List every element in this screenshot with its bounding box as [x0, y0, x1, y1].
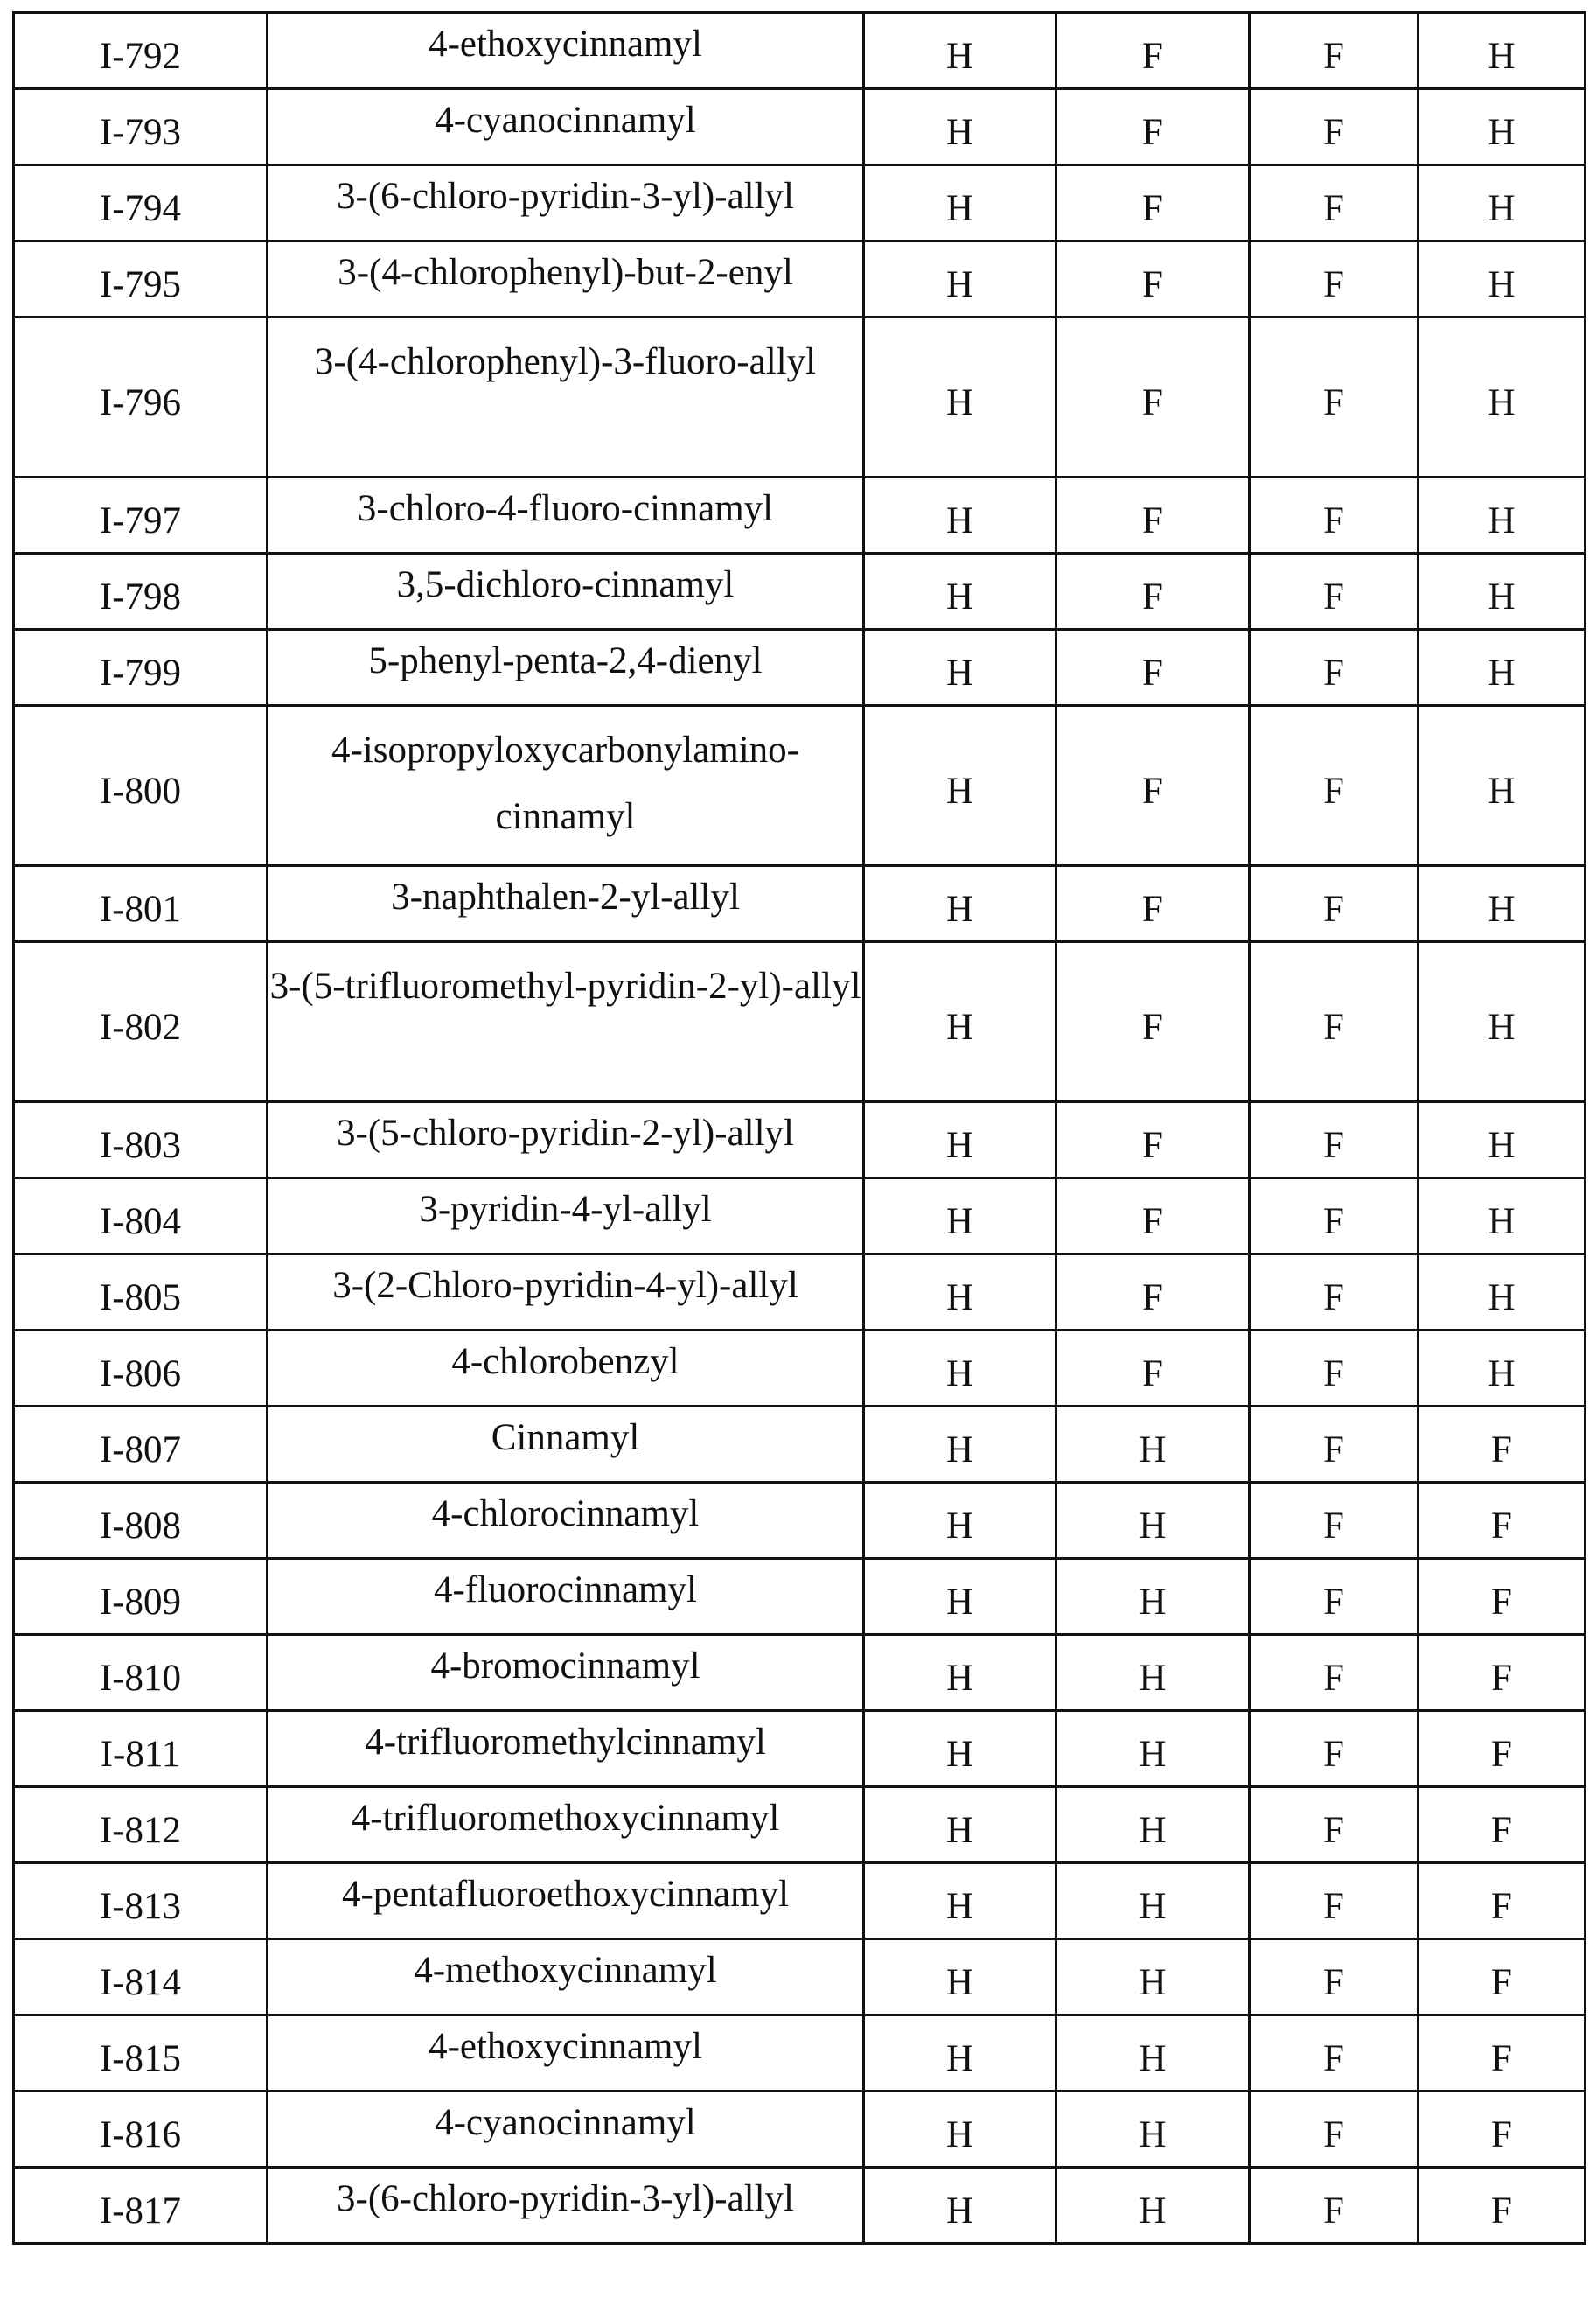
compound-id: I-797 [14, 478, 268, 554]
compound-id: I-807 [14, 1407, 268, 1483]
r1-value: H [864, 1635, 1056, 1711]
r3-value: F [1250, 89, 1418, 165]
substituent-name: 3-(2-Chloro-pyridin-4-yl)-allyl [268, 1254, 864, 1331]
substituent-name: 4-isopropyloxycarbonylamino-cinnamyl [268, 706, 864, 866]
r2-value: H [1056, 1635, 1250, 1711]
r2-value: H [1056, 1559, 1250, 1635]
r2-value: H [1056, 1863, 1250, 1939]
compound-id: I-803 [14, 1102, 268, 1178]
r3-value: F [1250, 1254, 1418, 1331]
r2-value: F [1056, 165, 1250, 241]
r2-value: H [1056, 2168, 1250, 2244]
r2-value: F [1056, 241, 1250, 318]
compound-id: I-805 [14, 1254, 268, 1331]
compound-id: I-817 [14, 2168, 268, 2244]
r4-value: F [1418, 2092, 1586, 2168]
r1-value: H [864, 1559, 1056, 1635]
r3-value: F [1250, 1331, 1418, 1407]
r4-value: H [1418, 866, 1586, 942]
r1-value: H [864, 165, 1056, 241]
table-row [14, 2168, 1586, 2244]
r3-value: F [1250, 1178, 1418, 1254]
r2-value: H [1056, 1787, 1250, 1863]
compound-table [12, 11, 1586, 2245]
r3-value: F [1250, 2168, 1418, 2244]
r4-value: F [1418, 1787, 1586, 1863]
table-row [14, 1254, 1586, 1331]
substituent-name: 3-(4-chlorophenyl)-3-fluoro-allyl [268, 318, 864, 478]
table-row [14, 630, 1586, 706]
r1-value: H [864, 1939, 1056, 2015]
compound-id: I-813 [14, 1863, 268, 1939]
r2-value: F [1056, 89, 1250, 165]
table-row [14, 1559, 1586, 1635]
compound-id: I-806 [14, 1331, 268, 1407]
compound-id: I-798 [14, 554, 268, 630]
r1-value: H [864, 706, 1056, 866]
r1-value: H [864, 13, 1056, 89]
table-row [14, 241, 1586, 318]
compound-id: I-814 [14, 1939, 268, 2015]
substituent-name: 4-fluorocinnamyl [268, 1559, 864, 1635]
substituent-name: 3-(5-chloro-pyridin-2-yl)-allyl [268, 1102, 864, 1178]
r1-value: H [864, 1178, 1056, 1254]
r1-value: H [864, 1254, 1056, 1331]
r4-value: H [1418, 1331, 1586, 1407]
table-row [14, 1331, 1586, 1407]
r2-value: F [1056, 554, 1250, 630]
r2-value: F [1056, 1178, 1250, 1254]
r2-value: H [1056, 1711, 1250, 1787]
r3-value: F [1250, 2015, 1418, 2092]
r1-value: H [864, 554, 1056, 630]
substituent-name: 4-ethoxycinnamyl [268, 13, 864, 89]
table-row [14, 1787, 1586, 1863]
r4-value: H [1418, 630, 1586, 706]
substituent-name: 4-trifluoromethoxycinnamyl [268, 1787, 864, 1863]
table-row [14, 2015, 1586, 2092]
table-row [14, 1863, 1586, 1939]
r4-value: F [1418, 1407, 1586, 1483]
table-row [14, 165, 1586, 241]
r4-value: H [1418, 13, 1586, 89]
substituent-name: 4-trifluoromethylcinnamyl [268, 1711, 864, 1787]
compound-id: I-799 [14, 630, 268, 706]
r4-value: H [1418, 1102, 1586, 1178]
substituent-name: 3-naphthalen-2-yl-allyl [268, 866, 864, 942]
compound-id: I-800 [14, 706, 268, 866]
table-row [14, 13, 1586, 89]
r3-value: F [1250, 630, 1418, 706]
table-row [14, 1102, 1586, 1178]
table-row [14, 706, 1586, 866]
r3-value: F [1250, 1102, 1418, 1178]
substituent-name: 3-pyridin-4-yl-allyl [268, 1178, 864, 1254]
r3-value: F [1250, 1635, 1418, 1711]
compound-id: I-812 [14, 1787, 268, 1863]
compound-id: I-796 [14, 318, 268, 478]
r2-value: F [1056, 866, 1250, 942]
r2-value: F [1056, 942, 1250, 1102]
compound-id: I-793 [14, 89, 268, 165]
r4-value: F [1418, 1939, 1586, 2015]
table-row [14, 554, 1586, 630]
compound-id: I-802 [14, 942, 268, 1102]
r2-value: F [1056, 1102, 1250, 1178]
compound-id: I-815 [14, 2015, 268, 2092]
substituent-name: 4-ethoxycinnamyl [268, 2015, 864, 2092]
r3-value: F [1250, 1711, 1418, 1787]
compound-id: I-801 [14, 866, 268, 942]
r1-value: H [864, 1711, 1056, 1787]
table-row [14, 1483, 1586, 1559]
r4-value: H [1418, 318, 1586, 478]
compound-id: I-808 [14, 1483, 268, 1559]
r4-value: H [1418, 89, 1586, 165]
r3-value: F [1250, 554, 1418, 630]
table-row [14, 1407, 1586, 1483]
r3-value: F [1250, 1407, 1418, 1483]
r2-value: F [1056, 706, 1250, 866]
r1-value: H [864, 630, 1056, 706]
substituent-name: 3-(6-chloro-pyridin-3-yl)-allyl [268, 165, 864, 241]
substituent-name: 3-chloro-4-fluoro-cinnamyl [268, 478, 864, 554]
r3-value: F [1250, 1559, 1418, 1635]
r3-value: F [1250, 478, 1418, 554]
r4-value: H [1418, 942, 1586, 1102]
r1-value: H [864, 318, 1056, 478]
compound-id: I-804 [14, 1178, 268, 1254]
substituent-name: 3-(4-chlorophenyl)-but-2-enyl [268, 241, 864, 318]
substituent-name: 4-chlorobenzyl [268, 1331, 864, 1407]
table-row [14, 1635, 1586, 1711]
table-row [14, 866, 1586, 942]
r3-value: F [1250, 241, 1418, 318]
r2-value: H [1056, 1483, 1250, 1559]
r4-value: F [1418, 1483, 1586, 1559]
substituent-name: 5-phenyl-penta-2,4-dienyl [268, 630, 864, 706]
substituent-name: 4-pentafluoroethoxycinnamyl [268, 1863, 864, 1939]
compound-id: I-794 [14, 165, 268, 241]
substituent-name: 3,5-dichloro-cinnamyl [268, 554, 864, 630]
substituent-name: 4-bromocinnamyl [268, 1635, 864, 1711]
compound-id: I-811 [14, 1711, 268, 1787]
substituent-name: 4-chlorocinnamyl [268, 1483, 864, 1559]
r3-value: F [1250, 1787, 1418, 1863]
r3-value: F [1250, 13, 1418, 89]
r4-value: F [1418, 2015, 1586, 2092]
r4-value: H [1418, 165, 1586, 241]
r1-value: H [864, 1483, 1056, 1559]
table-row [14, 318, 1586, 478]
r1-value: H [864, 1787, 1056, 1863]
r3-value: F [1250, 866, 1418, 942]
r4-value: F [1418, 2168, 1586, 2244]
table-row [14, 478, 1586, 554]
r4-value: F [1418, 1635, 1586, 1711]
r1-value: H [864, 1407, 1056, 1483]
r1-value: H [864, 478, 1056, 554]
substituent-name: 4-cyanocinnamyl [268, 89, 864, 165]
r2-value: F [1056, 630, 1250, 706]
compound-id: I-795 [14, 241, 268, 318]
table-row [14, 1939, 1586, 2015]
r4-value: H [1418, 1254, 1586, 1331]
substituent-name: 3-(5-trifluoromethyl-pyridin-2-yl)-allyl [268, 942, 864, 1102]
r3-value: F [1250, 1863, 1418, 1939]
r3-value: F [1250, 942, 1418, 1102]
r1-value: H [864, 2168, 1056, 2244]
r4-value: F [1418, 1863, 1586, 1939]
compound-id: I-792 [14, 13, 268, 89]
r2-value: F [1056, 1254, 1250, 1331]
r2-value: H [1056, 2092, 1250, 2168]
substituent-name: 4-methoxycinnamyl [268, 1939, 864, 2015]
r1-value: H [864, 866, 1056, 942]
substituent-name: 4-cyanocinnamyl [268, 2092, 864, 2168]
r1-value: H [864, 1102, 1056, 1178]
r3-value: F [1250, 1939, 1418, 2015]
r1-value: H [864, 1331, 1056, 1407]
compound-id: I-816 [14, 2092, 268, 2168]
r4-value: H [1418, 478, 1586, 554]
r2-value: F [1056, 13, 1250, 89]
r1-value: H [864, 2015, 1056, 2092]
r1-value: H [864, 942, 1056, 1102]
r4-value: H [1418, 554, 1586, 630]
r1-value: H [864, 89, 1056, 165]
r3-value: F [1250, 165, 1418, 241]
r2-value: H [1056, 2015, 1250, 2092]
r4-value: H [1418, 241, 1586, 318]
table-row [14, 1711, 1586, 1787]
r1-value: H [864, 2092, 1056, 2168]
table-row [14, 942, 1586, 1102]
r2-value: F [1056, 1331, 1250, 1407]
r4-value: F [1418, 1711, 1586, 1787]
table-row [14, 89, 1586, 165]
r2-value: H [1056, 1407, 1250, 1483]
substituent-name: Cinnamyl [268, 1407, 864, 1483]
r3-value: F [1250, 318, 1418, 478]
r1-value: H [864, 241, 1056, 318]
r2-value: H [1056, 1939, 1250, 2015]
r3-value: F [1250, 706, 1418, 866]
r4-value: H [1418, 1178, 1586, 1254]
r4-value: H [1418, 706, 1586, 866]
table-row [14, 2092, 1586, 2168]
r3-value: F [1250, 1483, 1418, 1559]
r1-value: H [864, 1863, 1056, 1939]
compound-id: I-809 [14, 1559, 268, 1635]
r2-value: F [1056, 478, 1250, 554]
substituent-name: 3-(6-chloro-pyridin-3-yl)-allyl [268, 2168, 864, 2244]
r2-value: F [1056, 318, 1250, 478]
r4-value: F [1418, 1559, 1586, 1635]
compound-id: I-810 [14, 1635, 268, 1711]
r3-value: F [1250, 2092, 1418, 2168]
table-row [14, 1178, 1586, 1254]
